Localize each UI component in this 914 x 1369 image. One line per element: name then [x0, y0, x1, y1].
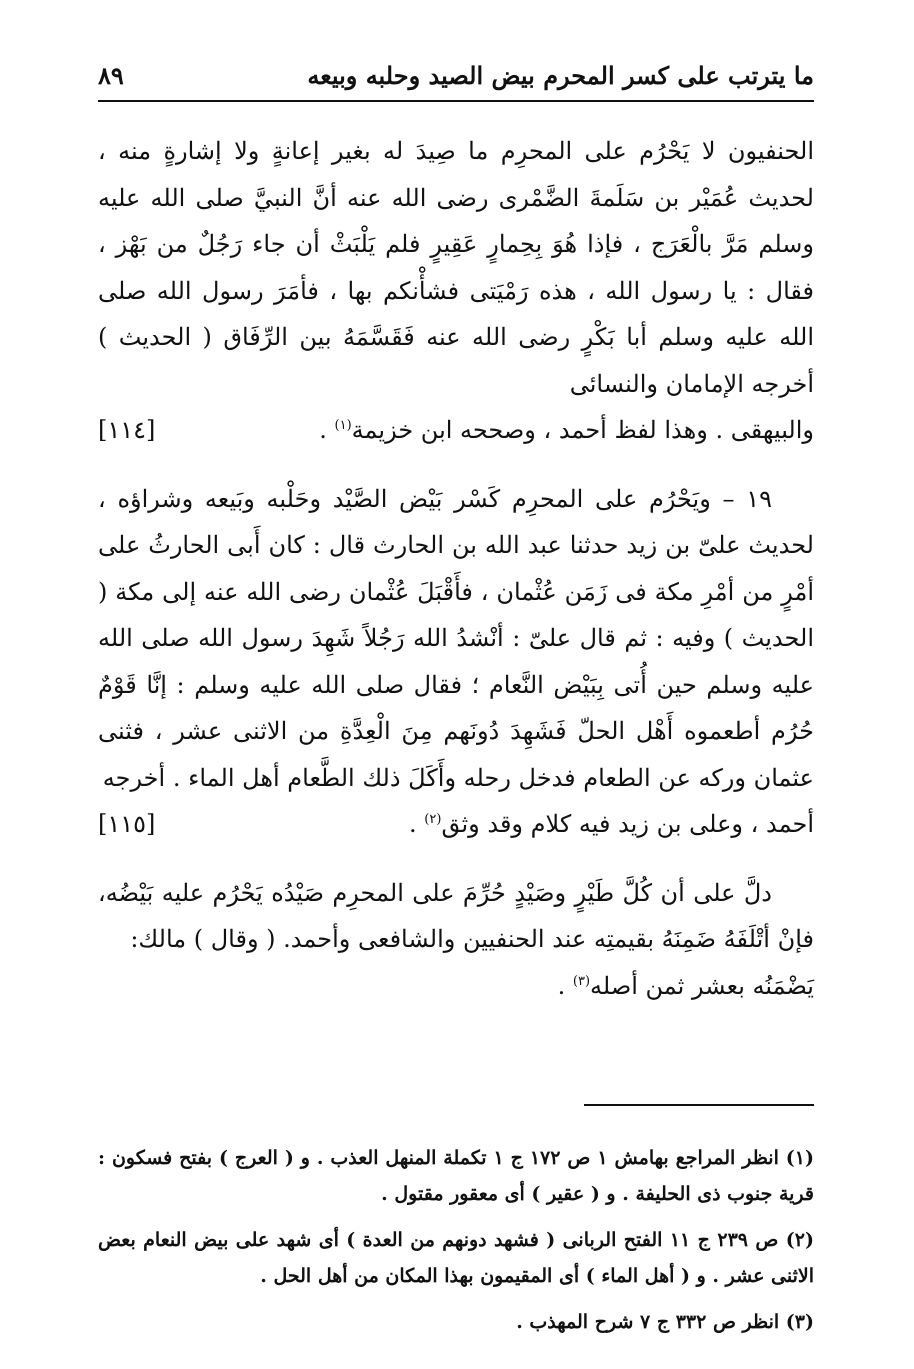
- footnote-marker[interactable]: (٣): [572, 973, 591, 989]
- paragraph-text: ١٩ – ويَحْرُم على المحرِم كَسْر بَيْض الصَّيْد وحَلْبه وبَيعه وشراؤه ، لحديث علىّ بن زيد حدثنا عبد الله بن الحارث قال : كان أَبى الحارثُ على أمْرٍ من أمْرِ مكة فى زَمَن عُثْمان ، فأَقْبَلَ عُثْمان رضى الله عنه إلى مكة ( الحديث ) وفيه : ثم قال علىّ : أنْشدُ الله رَجُلاً شَهِدَ رسول الله صلى الله عليه وسلم حين أُتى بِبَيْض النَّعام ؛ فقال صلى الله عليه وسلم : إنَّا قَوْمٌ حُرُم أطعموه أَهْل الحلّ فَشَهِدَ دُونَهم مِنَ الْعِدَّةِ من الاثنى عشر ، فثنى عثمان وركه عن الطعام فدخل رحله وأَكَلَ ذلك الطَّعام أهل الماء . أخرجه: [98, 484, 814, 792]
- sentence-end: .: [319, 416, 327, 444]
- running-title: ما يترتب على كسر المحرم بيض الصيد وحلبه وبيعه: [307, 60, 814, 90]
- paragraph-last-text: والبيهقى . وهذا لفظ أحمد ، وصححه ابن خزيمة: [351, 416, 814, 444]
- paragraph-last-text: يَضْمَنُه بعشر ثمن أصله: [590, 971, 814, 1000]
- paragraph-text: الحنفيون لا يَحْرُم على المحرِم ما صِيدَ له بغير إعانةٍ ولا إشارةٍ منه ، لحديث عُمَيْر بن سَلَمةَ الضَّمْرى رضى الله عنه أنَّ النبيَّ صلى الله عليه وسلم مَرَّ بالْعَرَج ، فإذا هُوَ بِحِمارٍ عَقِيرٍ فلم يَلْبَثْ أن جاء رَجُلٌ من بَهْز ، فقال : يا رسول الله ، هذه رَمْيَتى فشأْنكم بها ، فأمَرَ رسول الله صلى الله عليه وسلم أبا بَكْرٍ رضى الله عنه فَقَسَّمَهُ بين الرِّفَاق ( الحديث ) أخرجه الإمامان والنسائى: [98, 137, 815, 398]
- paragraph-3: [98, 870, 814, 1010]
- footnotes: [98, 1140, 814, 1340]
- footnote-divider: [584, 1104, 814, 1106]
- sentence-end: .: [409, 810, 417, 838]
- footnote-3: (٣) انظر ص ٣٣٢ ج ٧ شرح المهذب .: [516, 1311, 814, 1333]
- footnote-1: (١) انظر المراجع بهامش ١ ص ١٧٢ ج ١ تكملة المنهل العذب . و ( العرج ) بفتح فسكون : قرية جنوب ذى الحليفة . و ( عقير ) أى معقور مقتول .: [98, 1147, 815, 1205]
- page-number: ٨٩: [98, 60, 124, 90]
- sentence-end: .: [557, 971, 566, 1000]
- main-text: [98, 128, 814, 1009]
- running-header: [98, 50, 814, 102]
- paragraph-last-line: [98, 407, 814, 454]
- paragraph-text: دلَّ على أن كُلَّ طَيْرٍ وصَيْدٍ حُرِّمَ على المحرِم صَيْدُه يَحْرُم عليه بَيْضُه، فإنْ أتْلَفَهُ ضَمِنَهُ بقيمتِه عند الحنفيين والشافعى وأحمد. ( وقال ) مالك:: [98, 878, 814, 953]
- paragraph-1: [98, 128, 814, 454]
- hadith-number: [١١٤]: [98, 416, 156, 444]
- hadith-number: [١١٥]: [98, 810, 156, 838]
- footnote-marker[interactable]: (١): [334, 418, 352, 433]
- footnote-2: (٢) ص ٢٣٩ ج ١١ الفتح الربانى ( فشهد دونهم من العدة ) أى شهد على بيض النعام بعض الاثنى عشر . و ( أهل الماء ) أى المقيمون بهذا المكان من أهل الحل .: [98, 1229, 814, 1287]
- footnote-marker[interactable]: (٢): [424, 812, 442, 827]
- paragraph-last-line: [98, 801, 814, 848]
- paragraph-last-text: أحمد ، وعلى بن زيد فيه كلام وقد وثق: [441, 810, 814, 838]
- paragraph-last-line: [98, 963, 814, 1010]
- paragraph-2: [98, 476, 814, 848]
